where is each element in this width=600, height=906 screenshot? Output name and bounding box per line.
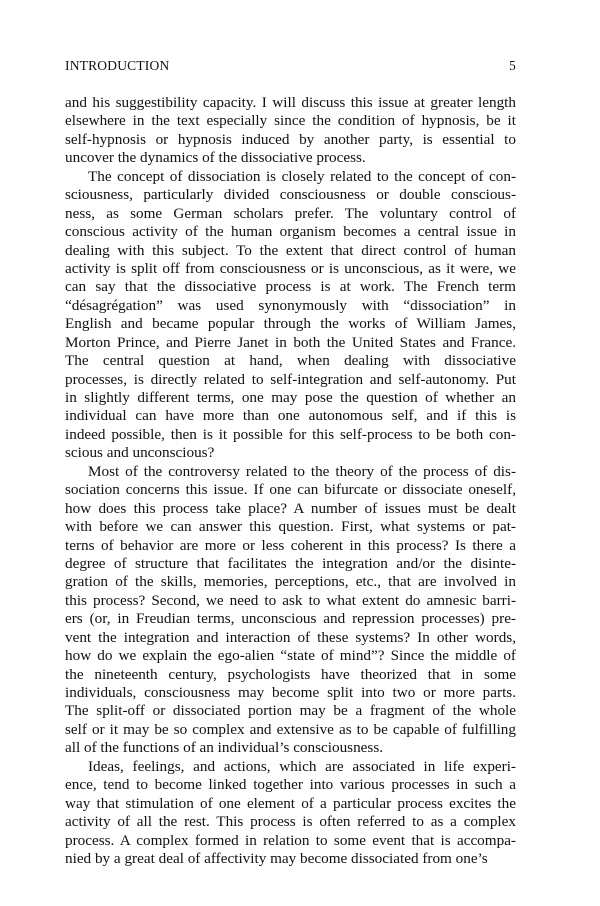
text-line: with before we can answer this question. First, what systems or pat- xyxy=(65,518,516,536)
text-line: in slightly different terms, one may pose the question of whether an xyxy=(65,389,516,406)
text-line: conscious activity of the human organism becomes a central issue in xyxy=(65,223,516,241)
text-line: “désagrégation” was used synonymously with “dissociation” in xyxy=(65,296,516,314)
text-line: self-hypnosis or hypnosis induced by another party, is essential to xyxy=(65,130,516,148)
text-line: uncover the dynamics of the dissociative process. xyxy=(65,149,366,167)
text-line: gration of the skills, memories, perceptions, etc., that are involved in xyxy=(65,573,516,591)
text-line: activity is split off from consciousness or is unconscious, as it were, we xyxy=(65,259,516,277)
text-line: process. A complex formed in relation to some event that is accompa- xyxy=(65,831,516,849)
body-text xyxy=(65,94,516,868)
text-line: The split-off or dissociated portion may be a fragment of the whole xyxy=(65,702,516,720)
text-line: nied by a great deal of affectivity may become dissociated from one’s xyxy=(65,849,488,867)
text-line: dealing with this subject. To the extent that direct control of human xyxy=(65,241,516,259)
text-line: scious and unconscious? xyxy=(65,444,215,462)
text-line: can say that the dissociative process is at work. The French term xyxy=(65,278,516,296)
text-line: The central question at hand, when dealing with dissociative xyxy=(65,352,516,370)
text-line: ers (or, in Freudian terms, unconscious and repression processes) pre- xyxy=(65,610,516,628)
text-line: English and became popular through the works of William James, xyxy=(65,315,516,333)
text-line: activity of all the rest. This process is often referred to as a complex xyxy=(65,813,516,831)
text-line: Morton Prince, and Pierre Janet in both the United States and France. xyxy=(65,333,516,351)
text-line: all of the functions of an individual’s consciousness. xyxy=(65,739,384,757)
text-line: The concept of dissociation is closely related to the concept of con- xyxy=(88,167,516,185)
text-line: how do we explain the ego-alien “state of mind”? Since the middle of xyxy=(65,647,516,665)
text-line: the nineteenth century, psychologists have theorized that in some xyxy=(65,665,516,683)
paragraph xyxy=(65,168,516,463)
text-line: Most of the controversy related to the theory of the process of dis- xyxy=(88,462,516,480)
text-line: ness, as some German scholars prefer. The voluntary control of xyxy=(65,204,516,222)
paragraph xyxy=(65,463,516,758)
text-line: indeed possible, then is it possible for this self-process to be both con- xyxy=(65,425,516,443)
paragraph xyxy=(65,94,516,168)
paragraph xyxy=(65,758,516,869)
text-line: ence, tend to become linked together into various processes in such a xyxy=(65,776,516,794)
text-line: elsewhere in the text especially since the condition of hypnosis, be it xyxy=(65,112,516,130)
text-line: individual can have more than one autonomous self, and if this is xyxy=(65,407,516,425)
text-line: sociation concerns this issue. If one can bifurcate or dissociate oneself, xyxy=(65,481,516,499)
section-title: INTRODUCTION xyxy=(65,58,170,73)
page-number: 5 xyxy=(509,58,516,73)
running-head xyxy=(65,58,516,84)
text-line: sciousness, particularly divided consciousness or double conscious- xyxy=(65,186,516,204)
text-line: self or it may be so complex and extensive as to be capable of fulfilling xyxy=(65,720,516,738)
text-line: degree of structure that facilitates the integration and/or the disinte- xyxy=(65,554,516,572)
text-line: and his suggestibility capacity. I will discuss this issue at greater length xyxy=(65,94,516,111)
text-line: processes, is directly related to self-integration and self-autonomy. Put xyxy=(65,370,516,388)
text-line: individuals, consciousness may become split into two or more parts. xyxy=(65,684,516,701)
text-line: way that stimulation of one element of a particular process excites the xyxy=(65,794,516,812)
text-line: this process? Second, we need to ask to what extent do amnesic barri- xyxy=(65,591,516,609)
book-page xyxy=(65,58,516,868)
text-line: terns of behavior are more or less coherent in this process? Is there a xyxy=(65,536,516,554)
text-line: how does this process take place? A number of issues must be dealt xyxy=(65,499,516,517)
text-line: Ideas, feelings, and actions, which are associated in life experi- xyxy=(88,757,516,775)
text-line: vent the integration and interaction of these systems? In other words, xyxy=(65,628,516,646)
